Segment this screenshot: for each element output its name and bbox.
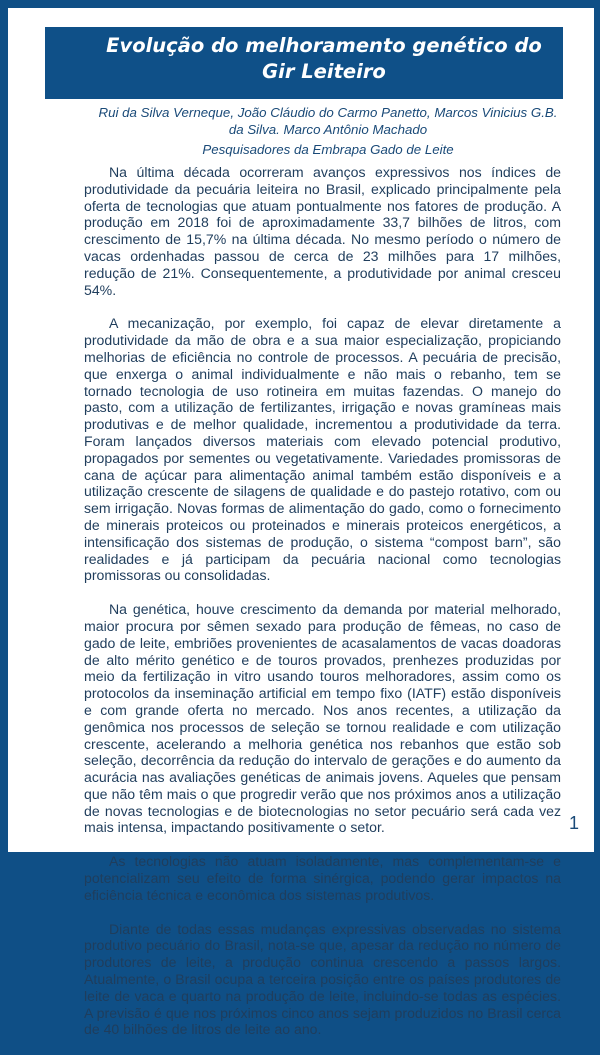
authors: Rui da Silva Verneque, João Cláudio do Carmo Panetto, Marcos Vinicius G.B. da Silva. Marco Antônio Machado bbox=[98, 105, 558, 137]
title-banner bbox=[45, 27, 563, 99]
affiliation: Pesquisadores da Embrapa Gado de Leite bbox=[202, 142, 454, 157]
paragraph: Na última década ocorreram avanços expressivos nos índices de produtividade da pecuária leiteira no Brasil, explicado principalmente pela oferta de tecnologias que atuam pontualmente nos fatores de produção. A produção em 2018 foi de aproximadamente 33,7 bilhões de litros, com crescimento de 15,7% na última década. No mesmo período o número de vacas ordenhadas passou de cerca de 23 milhões para 17 milhões, redução de 21%. Consequentemente, a produtividade por animal cresceu 54%. bbox=[84, 164, 561, 298]
paragraph: A mecanização, por exemplo, foi capaz de elevar diretamente a produtividade da mão de obra e a sua maior especialização, propiciando melhorias de eficiência no controle de processos. A pecuária de precisão, que enxerga o animal individualmente e não mais o rebanho, tem se tornado tecnologia de uso rotineira em muitas fazendas. O manejo do pasto, com a utilização de fertilizantes, irrigação e novas gramíneas mais produtivas e de melhor qualidade, incrementou a produtividade da terra. Foram lançados diversos materiais com elevado potencial produtivo, propagados por sementes ou vegetativamente. Variedades promissoras de cana de açúcar para alimentação animal também estão disponíveis e a utilização crescente de silagens de qualidade e do pastejo rotativo, com ou sem irrigação. Novas formas de alimentação do gado, como o fornecimento de minerais proteicos ou proteinados e minerais proteicos energéticos, a intensificação dos sistemas de produção, o sistema “compost barn”, são realidades e já participam da pecuária nacional como tecnologias promissoras ou consolidadas. bbox=[84, 315, 561, 584]
page bbox=[8, 8, 594, 1038]
article-title: Evolução do melhoramento genético do Gir Leiteiro bbox=[106, 34, 542, 83]
page-number: 1 bbox=[568, 813, 579, 833]
paragraph: Diante de todas essas mudanças expressivas observadas no sistema produtivo pecuário do Brasil, nota-se que, apesar da redução no número de produtores de leite, a produção continua crescendo a passos largos. Atualmente, o Brasil ocupa a terceira posição entre os países produtores de leite de vaca e quarto na produção de leite, incluindo-se todas as espécies. A previsão é que nos próximos cinco anos sejam produzidos no Brasil cerca de 40 bilhões de litros de leite ao ano. bbox=[84, 920, 561, 1038]
paragraph: As tecnologias não atuam isoladamente, mas complementam-se e potencializam seu efeito de forma sinérgica, podendo gerar impactos na eficiência técnica e econômica dos sistemas produtivos. bbox=[84, 853, 561, 903]
paragraph: Na genética, houve crescimento da demanda por material melhorado, maior procura por sêmen sexado para produção de fêmeas, no caso de gado de leite, embriões provenientes de acasalamentos de vacas doadoras de alto mérito genético e de touros provados, prenhezes produzidas por meio da fertilização in vitro usando touros melhoradores, assim como os protocolos da inseminação artificial em tempo fixo (IATF) estão disponíveis e com grande oferta no mercado. Nos anos recentes, a utilização da genômica nos processos de seleção se tornou realidade e com utilização crescente, acelerando a melhoria genética nos rebanhos que estão sob seleção, decorrência da redução do intervalo de gerações e do aumento da acurácia nas avaliações genéticas de animais jovens. Aqueles que pensam que não têm mais o que progredir verão que nos próximos anos a utilização de novas tecnologias e de biotecnologias no setor pecuário será cada vez mais intensa, impactando positivamente o setor. bbox=[84, 601, 561, 836]
article-body bbox=[84, 164, 561, 1055]
